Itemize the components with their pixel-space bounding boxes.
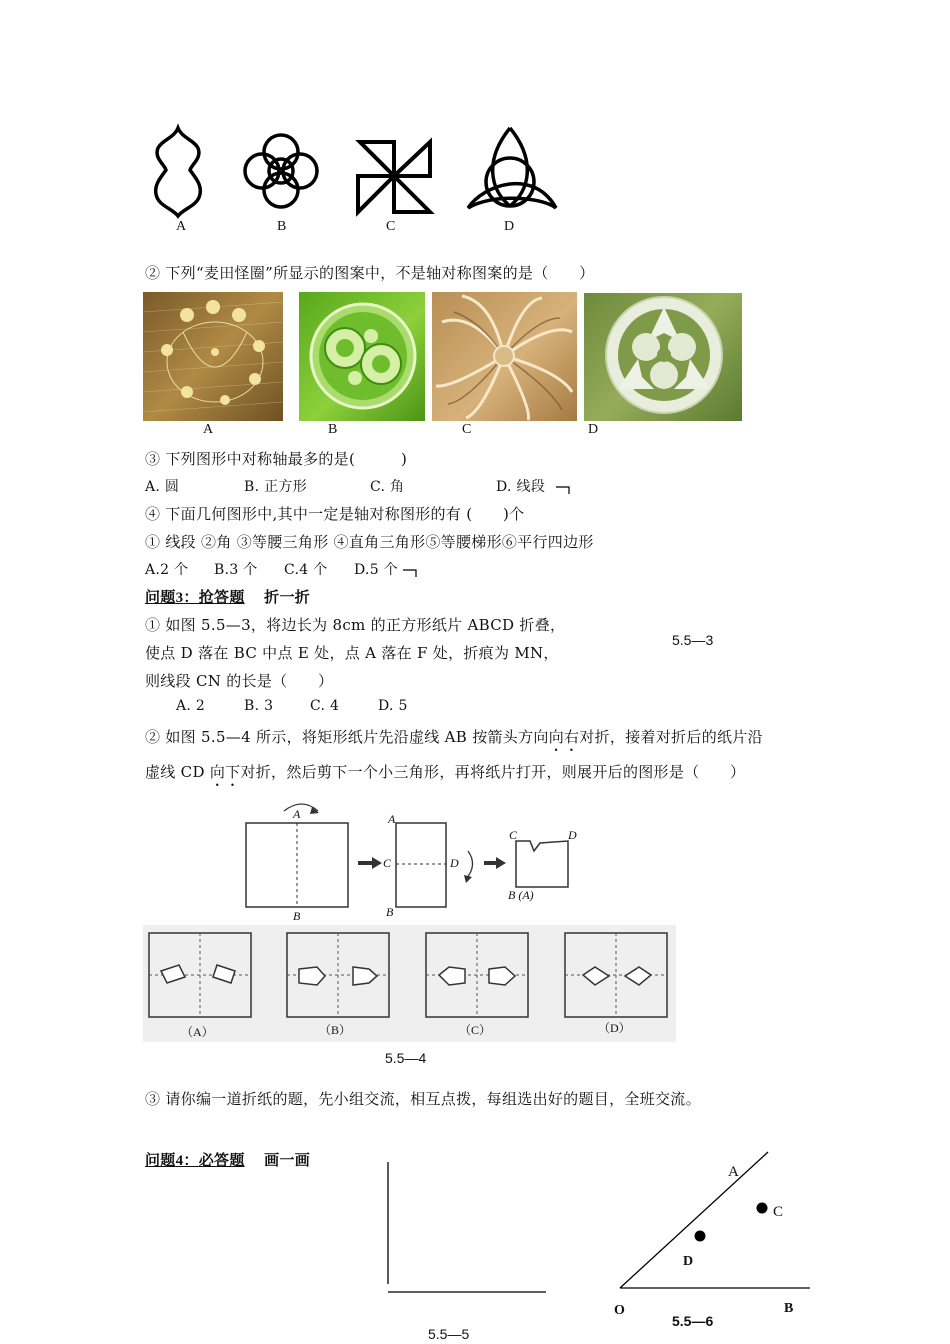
figure-5-5-5-diagram: [380, 1158, 560, 1298]
p3-q1-line1: ① 如图 5.5—3，将边长为 8cm 的正方形纸片 ABCD 折叠，: [145, 616, 566, 634]
p3-q1-option-a: A. 2: [176, 698, 206, 714]
shape-label-a: A: [176, 219, 187, 234]
fold-label-d2: D: [568, 828, 577, 842]
q4-option-a: A.2 个: [145, 562, 189, 578]
figure-5-5-5-caption: 5.5—5: [428, 1326, 470, 1342]
fold-label-ba: B (A): [508, 888, 534, 902]
fold-label-b: B: [293, 909, 301, 923]
shape-d-icon: [464, 124, 560, 214]
crop-label-a: A: [203, 422, 214, 437]
fold-label-b2: B: [386, 905, 394, 919]
crop-circle-d-image: [584, 293, 742, 421]
answer-label-c: （C）: [459, 1023, 492, 1037]
corner-mark-icon: [402, 568, 418, 578]
question-3: ③ 下列图形中对称轴最多的是( ): [145, 450, 408, 468]
point-label-c: C: [773, 1204, 784, 1220]
crop-label-c: C: [462, 422, 472, 437]
answer-label-d: （D）: [598, 1021, 631, 1035]
p3-q2-line2: 虚线 CD 向下对折，然后剪下一个小三角形，再将纸片打开，则展开后的图形是（ ）: [145, 763, 746, 781]
figure-5-5-6-diagram: [610, 1148, 820, 1298]
shape-c-icon: [352, 134, 436, 218]
question-2: ② 下列“麦田怪圈”所显示的图案中，不是轴对称图案的是（ ）: [145, 264, 595, 282]
p3-q1-option-b: B. 3: [244, 698, 274, 714]
corner-mark-icon: [555, 485, 571, 495]
p3-q3: ③ 请你编一道折纸的题，先小组交流，相互点拨，每组选出好的题目，全班交流。: [145, 1090, 701, 1108]
answer-label-a: （A）: [181, 1025, 214, 1039]
crop-circle-b-image: [299, 292, 425, 421]
fold-label-c: C: [383, 856, 392, 870]
q4-items: ① 线段 ②角 ③等腰三角形 ④直角三角形⑤等腰梯形⑥平行四边形: [145, 533, 594, 551]
shape-label-d: D: [504, 219, 515, 234]
problem-3-title: 问题3：抢答题 折一折: [145, 588, 311, 606]
figure-5-5-4-caption: 5.5—4: [385, 1050, 427, 1066]
p3-q1-option-d: D. 5: [378, 698, 408, 714]
fold-label-a2: A: [388, 812, 396, 826]
figure-5-5-6-caption: 5.5—6: [672, 1313, 714, 1329]
shape-label-c: C: [386, 219, 396, 234]
problem-4-title: 问题4：必答题 画一画: [145, 1151, 311, 1169]
question-4: ④ 下面几何图形中,其中一定是轴对称图形的有 ( )个: [145, 505, 525, 523]
crop-label-d: D: [588, 422, 599, 437]
shape-b-icon: [240, 130, 322, 212]
point-label-a: A: [728, 1164, 739, 1180]
q3-option-c: C. 角: [370, 479, 405, 495]
point-label-o: O: [614, 1303, 625, 1318]
crop-label-b: B: [328, 422, 338, 437]
fold-label-c2: C: [509, 828, 518, 842]
fold-label-d: D: [450, 856, 459, 870]
answer-label-b: （B）: [319, 1023, 352, 1037]
p3-q1-option-c: C. 4: [310, 698, 340, 714]
figure-5-5-3-caption: 5.5—3: [672, 632, 714, 648]
crop-circle-a-image: [143, 292, 283, 421]
fold-label-a: A: [293, 807, 301, 821]
q4-option-d: D.5 个: [354, 562, 399, 578]
shape-a-icon: [148, 126, 212, 218]
p3-q1-line2: 使点 D 落在 BC 中点 E 处，点 A 落在 F 处，折痕为 MN，: [145, 644, 559, 662]
q4-option-b: B.3 个: [214, 562, 258, 578]
p3-q1-line3: 则线段 CN 的长是（ ）: [145, 672, 334, 690]
q4-option-c: C.4 个: [284, 562, 328, 578]
q3-option-d: D. 线段: [496, 479, 546, 495]
point-label-d: D: [683, 1254, 694, 1269]
p3-q2-line1: ② 如图 5.5—4 所示，将矩形纸片先沿虚线 AB 按箭头方向向右对折，接着对折后的纸片沿: [145, 728, 763, 746]
q3-option-b: B. 正方形: [244, 479, 307, 495]
shape-label-b: B: [277, 219, 287, 234]
point-label-b: B: [784, 1301, 794, 1316]
q3-option-a: A. 圆: [145, 479, 180, 495]
crop-circle-c-image: [432, 292, 577, 421]
answer-choices-diagram: [143, 925, 676, 1042]
